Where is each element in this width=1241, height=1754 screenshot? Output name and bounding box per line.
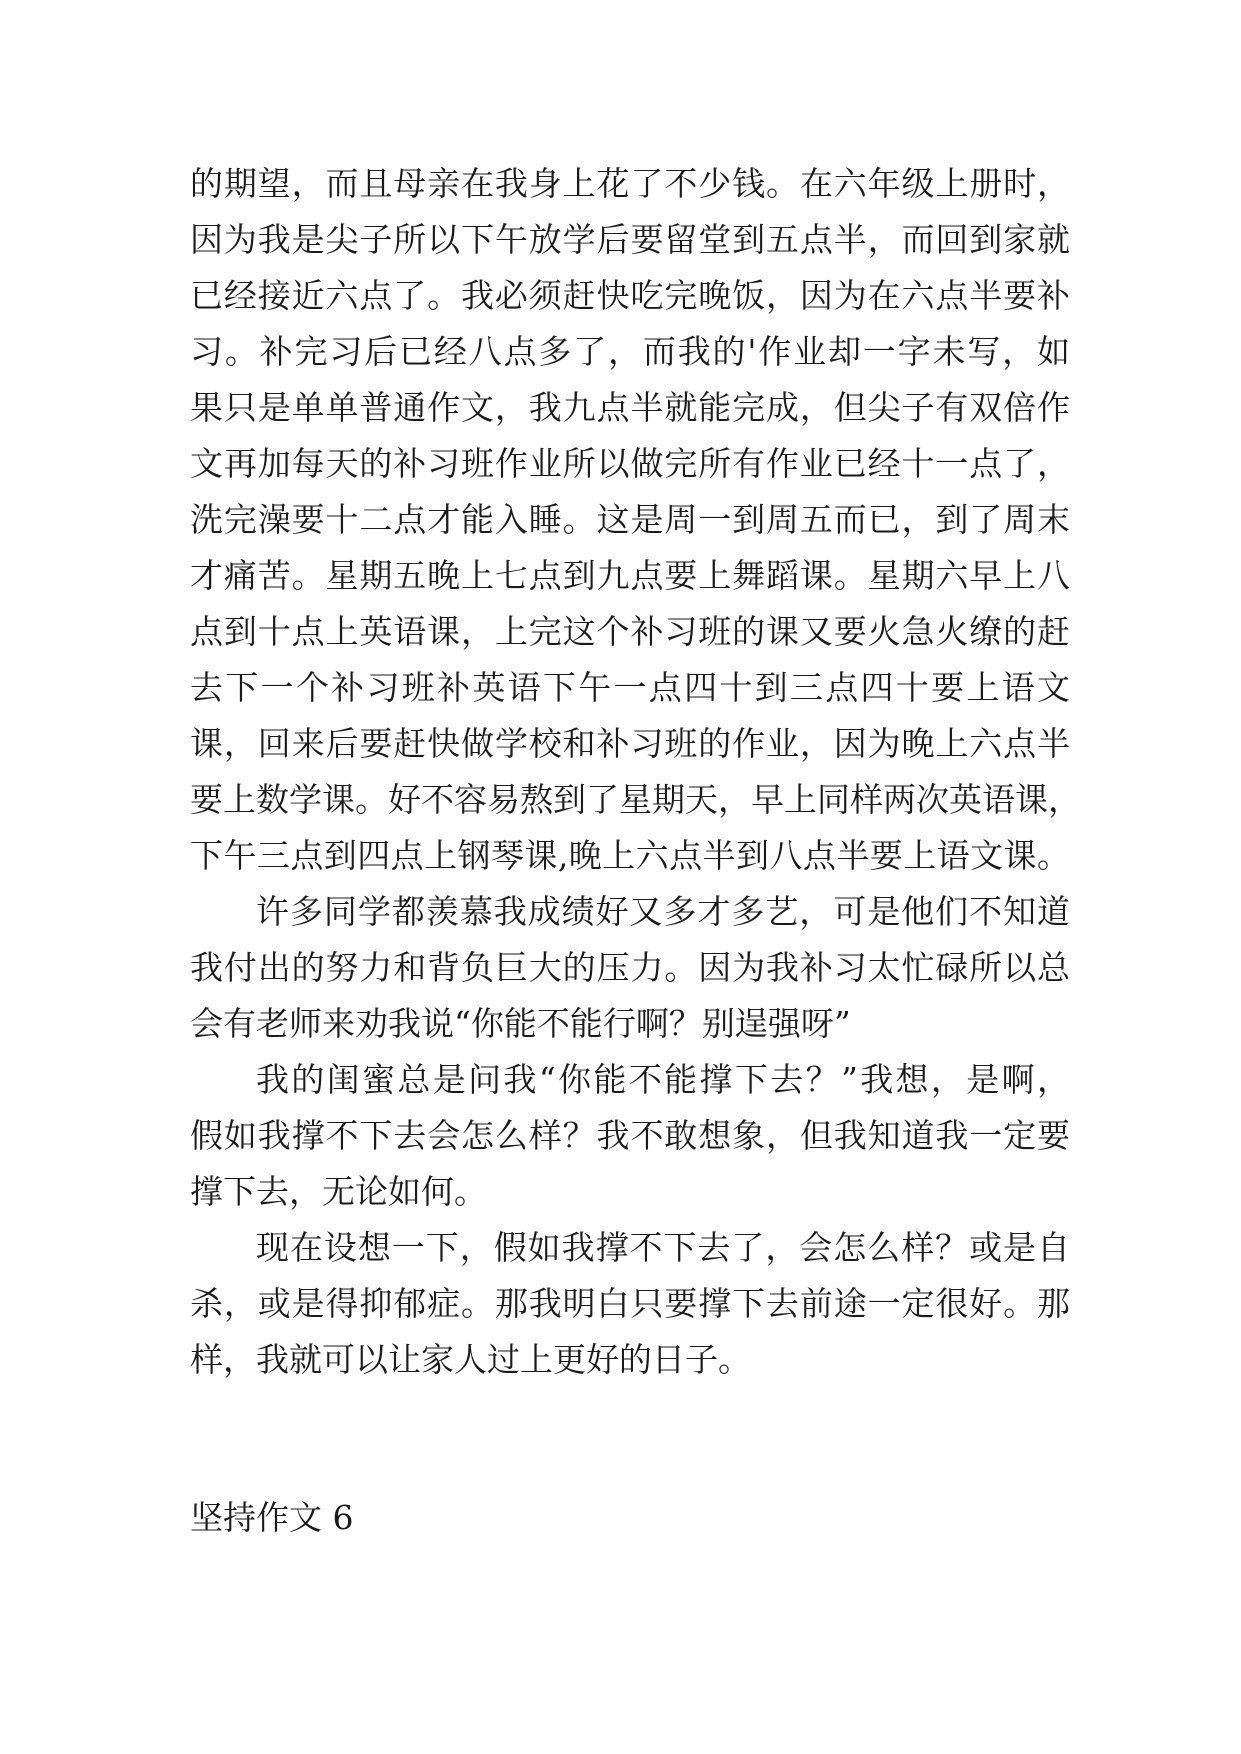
paragraph-2-line-2: 我付出的努力和背负巨大的压力。因为我补习太忙碌所以总 bbox=[190, 948, 1070, 987]
section-heading: 坚持作文 6 bbox=[190, 1498, 354, 1537]
paragraph-1-line-4: 习。补完习后已经八点多了，而我的'作业却一字未写，如 bbox=[190, 332, 1070, 371]
paragraph-1-line-13: 下午三点到四点上钢琴课,晚上六点半到八点半要上语文课。 bbox=[190, 836, 1070, 875]
paragraph-1-line-3: 已经接近六点了。我必须赶快吃完晚饭，因为在六点半要补 bbox=[190, 276, 1070, 315]
paragraph-1-line-5: 果只是单单普通作文，我九点半就能完成，但尖子有双倍作 bbox=[190, 388, 1070, 427]
paragraph-2-line-1: 许多同学都羡慕我成绩好又多才多艺，可是他们不知道 bbox=[256, 892, 1070, 931]
paragraph-1-line-6: 文再加每天的补习班作业所以做完所有作业已经十一点了， bbox=[190, 444, 1070, 483]
paragraph-4-line-1: 现在设想一下，假如我撑不下去了，会怎么样？或是自 bbox=[256, 1228, 1070, 1267]
paragraph-1-line-9: 点到十点上英语课，上完这个补习班的课又要火急火缭的赶 bbox=[190, 612, 1070, 651]
paragraph-2-line-3: 会有老师来劝我说“你能不能行啊？别逞强呀” bbox=[190, 1004, 851, 1043]
paragraph-3-line-2: 假如我撑不下去会怎么样？我不敢想象，但我知道我一定要 bbox=[190, 1116, 1070, 1155]
paragraph-1-line-12: 要上数学课。好不容易熬到了星期天，早上同样两次英语课， bbox=[190, 780, 1081, 819]
paragraph-4-line-2: 杀，或是得抑郁症。那我明白只要撑下去前途一定很好。那 bbox=[190, 1284, 1070, 1323]
paragraph-4-line-3: 样，我就可以让家人过上更好的日子。 bbox=[190, 1340, 751, 1379]
paragraph-1-line-7: 洗完澡要十二点才能入睡。这是周一到周五而已，到了周末 bbox=[190, 500, 1070, 539]
paragraph-3-line-1: 我的闺蜜总是问我“你能不能撑下去？”我想，是啊， bbox=[256, 1060, 1070, 1099]
paragraph-1-line-10: 去下一个补习班补英语下午一点四十到三点四十要上语文 bbox=[190, 668, 1070, 707]
paragraph-1-line-11: 课，回来后要赶快做学校和补习班的作业，因为晚上六点半 bbox=[190, 724, 1070, 763]
paragraph-1-line-8: 才痛苦。星期五晚上七点到九点要上舞蹈课。星期六早上八 bbox=[190, 556, 1070, 595]
paragraph-3-line-3: 撑下去，无论如何。 bbox=[190, 1172, 487, 1211]
paragraph-1-line-1: 的期望，而且母亲在我身上花了不少钱。在六年级上册时， bbox=[190, 164, 1070, 203]
paragraph-1-line-2: 因为我是尖子所以下午放学后要留堂到五点半，而回到家就 bbox=[190, 220, 1070, 259]
